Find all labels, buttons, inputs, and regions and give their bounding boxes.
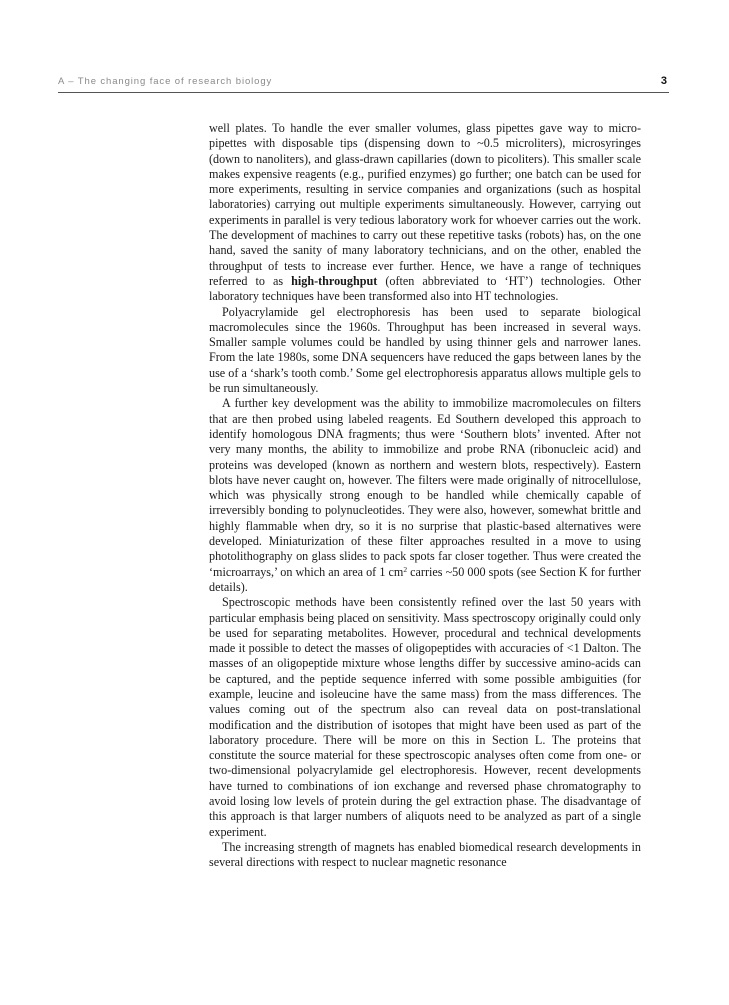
running-title: A – The changing face of research biology	[58, 76, 273, 87]
paragraph-1-tail: (often abbreviated to ‘HT’) technologies. Other laboratory techniques have been transformed also into HT technologies.	[209, 273, 641, 304]
paragraph-1-lead: well plates. To handle the ever smaller volumes, glass pipettes gave way to micro-pipettes with disposable tips (dispensing down to ~0.5 microliters), microsyringes (down to nanoliters), and glass-drawn capillaries (down to picoliters). This smaller scale makes expensive reagents (e.g., purified enzymes) go further; one batch can be used for more experiments, resulting in service companies and organizations (such as hospital laboratories) carrying out multiple experiments simultaneously. However, carrying out experiments in parallel is very tedious laboratory work for whoever carries out the work. The development of machines to carry out these repetitive tasks (robots) has, on the one hand, saved the sanity of many laboratory technicians, and on the other, enabled the throughput of tests to increase ever further. Hence, we have a range of techniques referred to as	[209, 121, 641, 288]
paragraph-1	[209, 121, 641, 305]
paragraph-3-lead: A further key development was the ability to immobilize macromolecules on filters that are then probed using labeled reagents. Ed Southern developed this approach to identify homologous DNA fragments; thus were ‘Southern blots’ invented. After not very many months, the ability to immobilize and probe RNA (ribonucleic acid) and proteins was developed (known as northern and western blots, respectively). Eastern blots have never caught on, however. The filters were made originally of nitrocellulose, which was physically strong enough to be handled while chemically capable of irreversibly bonding to polynucleotides. They were also, however, somewhat brittle and highly flammable when dry, so it is no surprise that plastic-based alternatives were developed. Miniaturization of these filter approaches resulted in a move to using photolithography on glass slides to pack spots far closer together. Thus were created the ‘microarrays,’ on which an area of 1 cm	[209, 396, 641, 579]
header-divider	[58, 92, 669, 93]
page-number: 3	[660, 75, 667, 87]
body-text	[209, 121, 641, 871]
paragraph-5: The increasing strength of magnets has enabled biomedical research developments in several directions with respect to nuclear magnetic resonance	[209, 839, 641, 870]
superscript-2: 2	[403, 564, 408, 574]
paragraph-2: Polyacrylamide gel electrophoresis has been used to separate biological macromolecules since the 1960s. Throughput has been increased in several ways. Smaller sample volumes could be handled by using thinner gels and narrower lanes. From the late 1980s, some DNA sequencers have reduced the gaps between lanes by the use of a ‘shark’s tooth comb.’ Some gel electrophoresis apparatus allows multiple gels to be run simultaneously.	[209, 304, 641, 396]
running-header	[58, 75, 669, 87]
paragraph-3	[209, 396, 641, 595]
paragraph-3-tail: carries ~50 000 spots (see Section K for further details).	[209, 564, 642, 594]
paragraph-4: Spectroscopic methods have been consistently refined over the last 50 years with particular emphasis being placed on sensitivity. Mass spectroscopy originally could only be used for separating metabolites. However, procedural and technical developments made it possible to detect the masses of oligopeptides with accuracies of <1 Dalton. The masses of an oligopeptide mixture whose lengths differ by successive amino-acids can be captured, and the peptide sequence inferred with some possible ambiguities (for example, leucine and isoleucine have the same mass) from the mass differences. The values coming out of the spectrum also can reveal data on post-translational modification and the distribution of isotopes that might have been used as part of the laboratory procedure. There will be more on this in Section L. The proteins that constitute the source material for these spectroscopic analyses often come from one- or two-dimensional polyacrylamide gel electrophoresis. However, recent developments have turned to combinations of ion exchange and reversed phase chromatography to avoid losing low levels of protein during the gel extraction phase. The disadvantage of this approach is that larger numbers of aliquots need to be analyzed as part of a single experiment.	[209, 595, 641, 839]
high-throughput-term: high-throughput	[291, 273, 378, 288]
